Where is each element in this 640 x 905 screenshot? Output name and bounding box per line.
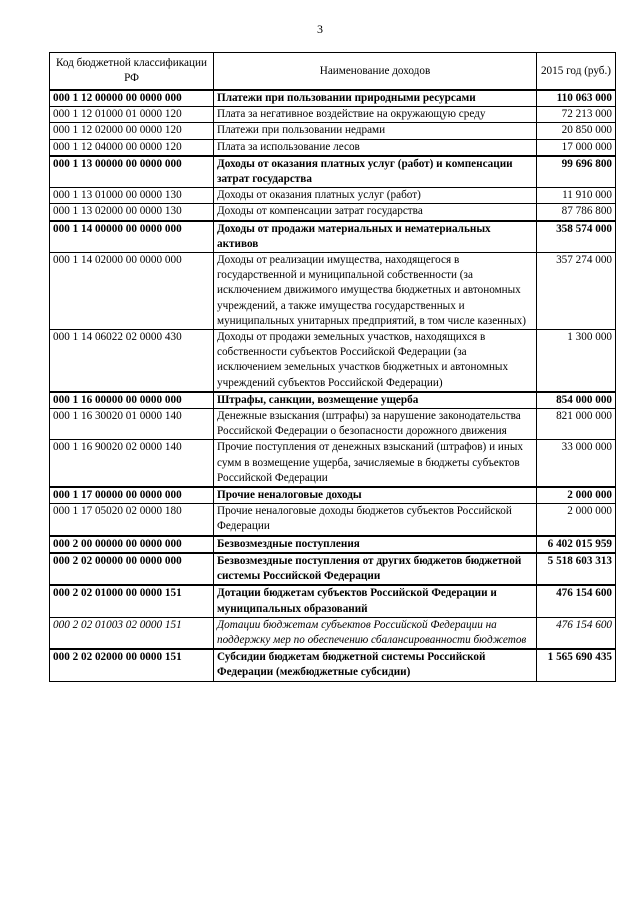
row-name: Платежи при пользовании природными ресурсами bbox=[214, 90, 537, 107]
row-code: 000 1 16 90020 02 0000 140 bbox=[50, 440, 214, 487]
row-code: 000 1 14 02000 00 0000 000 bbox=[50, 253, 214, 330]
table-row bbox=[50, 585, 616, 617]
row-amount: 821 000 000 bbox=[537, 409, 616, 440]
table-row bbox=[50, 156, 616, 188]
table-header-row bbox=[50, 53, 616, 91]
table-row bbox=[50, 90, 616, 107]
row-name: Доходы от реализации имущества, находящегося в государственной и муниципальной собственности (за исключением движимого имущества бюджетных и автономных учреждений, а также имущества государственных и муниципальных унитарных предприятий, в том числе казенных) bbox=[214, 253, 537, 330]
row-code: 000 1 12 04000 00 0000 120 bbox=[50, 139, 214, 156]
row-code: 000 1 13 01000 00 0000 130 bbox=[50, 188, 214, 204]
row-amount: 357 274 000 bbox=[537, 253, 616, 330]
row-name: Дотации бюджетам субъектов Российской Федерации и муниципальных образований bbox=[214, 585, 537, 617]
row-code: 000 1 12 01000 01 0000 120 bbox=[50, 107, 214, 123]
table-row bbox=[50, 487, 616, 504]
row-amount: 2 000 000 bbox=[537, 504, 616, 536]
row-name: Прочие неналоговые доходы bbox=[214, 487, 537, 504]
row-name: Прочие поступления от денежных взысканий (штрафов) и иных сумм в возмещение ущерба, зачисляемые в бюджеты субъектов Российской Федерации bbox=[214, 440, 537, 487]
row-name: Безвозмездные поступления от других бюджетов бюджетной системы Российской Федерации bbox=[214, 553, 537, 585]
table-row bbox=[50, 253, 616, 330]
row-amount: 476 154 600 bbox=[537, 585, 616, 617]
row-amount: 33 000 000 bbox=[537, 440, 616, 487]
table-row bbox=[50, 392, 616, 409]
row-code: 000 2 02 00000 00 0000 000 bbox=[50, 553, 214, 585]
row-amount: 11 910 000 bbox=[537, 188, 616, 204]
row-code: 000 2 00 00000 00 0000 000 bbox=[50, 536, 214, 553]
row-name: Доходы от оказания платных услуг (работ) bbox=[214, 188, 537, 204]
table-row bbox=[50, 188, 616, 204]
row-code: 000 1 14 00000 00 0000 000 bbox=[50, 221, 214, 253]
row-code: 000 2 02 02000 00 0000 151 bbox=[50, 649, 214, 681]
row-amount: 72 213 000 bbox=[537, 107, 616, 123]
table-row bbox=[50, 409, 616, 440]
row-amount: 99 696 800 bbox=[537, 156, 616, 188]
row-amount: 1 300 000 bbox=[537, 330, 616, 392]
row-code: 000 1 16 00000 00 0000 000 bbox=[50, 392, 214, 409]
row-code: 000 1 14 06022 02 0000 430 bbox=[50, 330, 214, 392]
page-number: 3 bbox=[317, 22, 323, 36]
row-amount: 358 574 000 bbox=[537, 221, 616, 253]
table-row bbox=[50, 221, 616, 253]
table-row bbox=[50, 617, 616, 649]
row-name: Доходы от продажи материальных и нематериальных активов bbox=[214, 221, 537, 253]
row-name: Субсидии бюджетам бюджетной системы Российской Федерации (межбюджетные субсидии) bbox=[214, 649, 537, 681]
row-name: Дотации бюджетам субъектов Российской Федерации на поддержку мер по обеспечению сбалансированности бюджетов bbox=[214, 617, 537, 649]
row-code: 000 1 12 00000 00 0000 000 bbox=[50, 90, 214, 107]
row-amount: 110 063 000 bbox=[537, 90, 616, 107]
row-name: Плата за использование лесов bbox=[214, 139, 537, 156]
table-row bbox=[50, 504, 616, 536]
row-name: Доходы от компенсации затрат государства bbox=[214, 204, 537, 221]
row-code: 000 1 16 30020 01 0000 140 bbox=[50, 409, 214, 440]
table-row bbox=[50, 204, 616, 221]
table-row bbox=[50, 107, 616, 123]
table-row bbox=[50, 536, 616, 553]
row-amount: 6 402 015 959 bbox=[537, 536, 616, 553]
row-name: Платежи при пользовании недрами bbox=[214, 123, 537, 139]
row-code: 000 2 02 01000 00 0000 151 bbox=[50, 585, 214, 617]
row-name: Штрафы, санкции, возмещение ущерба bbox=[214, 392, 537, 409]
revenue-table bbox=[49, 52, 616, 682]
row-name: Денежные взыскания (штрафы) за нарушение законодательства Российской Федерации о безопасности дорожного движения bbox=[214, 409, 537, 440]
table-row bbox=[50, 330, 616, 392]
row-code: 000 1 13 00000 00 0000 000 bbox=[50, 156, 214, 188]
row-code: 000 1 12 02000 00 0000 120 bbox=[50, 123, 214, 139]
row-code: 000 1 17 00000 00 0000 000 bbox=[50, 487, 214, 504]
row-name: Доходы от оказания платных услуг (работ) и компенсации затрат государства bbox=[214, 156, 537, 188]
header-code: Код бюджетной классификации РФ bbox=[50, 53, 214, 91]
row-code: 000 1 13 02000 00 0000 130 bbox=[50, 204, 214, 221]
row-amount: 5 518 603 313 bbox=[537, 553, 616, 585]
table-row bbox=[50, 649, 616, 681]
header-amount: 2015 год (руб.) bbox=[537, 53, 616, 91]
row-amount: 854 000 000 bbox=[537, 392, 616, 409]
row-amount: 17 000 000 bbox=[537, 139, 616, 156]
row-amount: 476 154 600 bbox=[537, 617, 616, 649]
row-name: Плата за негативное воздействие на окружающую среду bbox=[214, 107, 537, 123]
row-amount: 87 786 800 bbox=[537, 204, 616, 221]
table-row bbox=[50, 440, 616, 487]
row-name: Доходы от продажи земельных участков, находящихся в собственности субъектов Российской Федерации (за исключением земельных участков бюджетных и автономных учреждений субъектов Российской Федерации) bbox=[214, 330, 537, 392]
table-body bbox=[50, 90, 616, 681]
header-name: Наименование доходов bbox=[214, 53, 537, 91]
row-code: 000 2 02 01003 02 0000 151 bbox=[50, 617, 214, 649]
row-amount: 20 850 000 bbox=[537, 123, 616, 139]
table-row bbox=[50, 553, 616, 585]
row-name: Безвозмездные поступления bbox=[214, 536, 537, 553]
table-row bbox=[50, 139, 616, 156]
row-code: 000 1 17 05020 02 0000 180 bbox=[50, 504, 214, 536]
table-row bbox=[50, 123, 616, 139]
row-name: Прочие неналоговые доходы бюджетов субъектов Российской Федерации bbox=[214, 504, 537, 536]
row-amount: 2 000 000 bbox=[537, 487, 616, 504]
row-amount: 1 565 690 435 bbox=[537, 649, 616, 681]
